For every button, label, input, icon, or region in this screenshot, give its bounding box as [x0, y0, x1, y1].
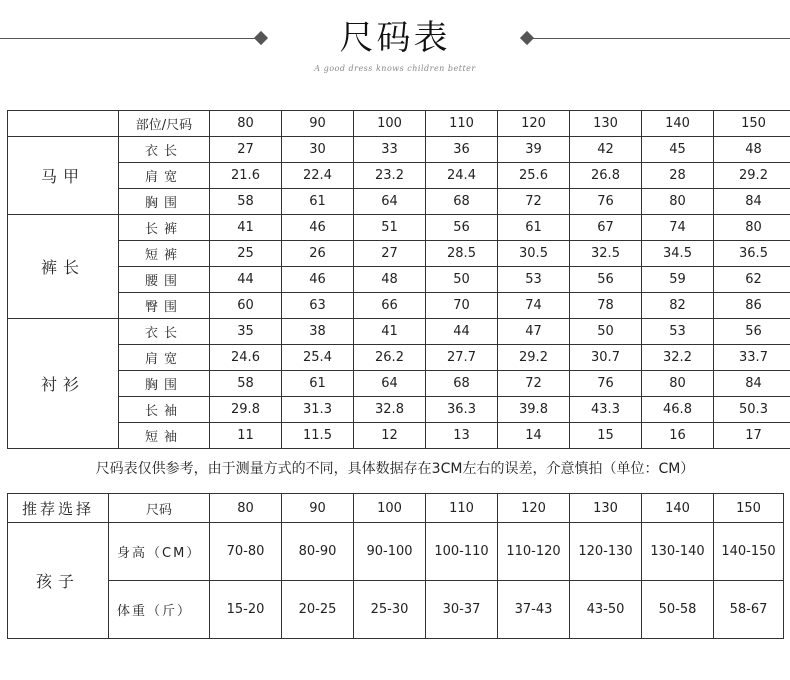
measurement-cell: 28.5 [426, 241, 498, 267]
measurement-cell: 68 [426, 371, 498, 397]
range-cell: 120-130 [570, 523, 642, 581]
part-label: 短裤 [119, 241, 210, 267]
size-header-cell: 80 [210, 111, 282, 137]
measurement-cell: 39 [498, 137, 570, 163]
table-row [8, 267, 790, 293]
range-cell: 43-50 [570, 581, 642, 639]
measurement-cell: 61 [282, 371, 354, 397]
corner-label: 部位/尺码 [119, 111, 210, 137]
measurement-cell: 25 [210, 241, 282, 267]
group-label: 衬衫 [8, 319, 119, 449]
measurement-cell: 47 [498, 319, 570, 345]
measurement-cell: 61 [282, 189, 354, 215]
size-header-cell: 80 [210, 494, 282, 523]
size-header-cell: 100 [354, 494, 426, 523]
measurement-cell: 26 [282, 241, 354, 267]
table-row [8, 581, 784, 639]
part-label: 胸围 [119, 189, 210, 215]
measurement-cell: 58 [210, 189, 282, 215]
range-cell: 110-120 [498, 523, 570, 581]
measurement-cell: 63 [282, 293, 354, 319]
measurement-cell: 80 [642, 189, 714, 215]
table-row [8, 189, 790, 215]
page-title: 尺码表 [339, 18, 451, 58]
measurement-cell: 12 [354, 423, 426, 449]
part-label: 长袖 [119, 397, 210, 423]
measurement-cell: 70 [426, 293, 498, 319]
table-row [8, 293, 790, 319]
table-row [8, 423, 790, 449]
range-cell: 37-43 [498, 581, 570, 639]
part-label: 衣长 [119, 319, 210, 345]
size-header-cell: 150 [714, 111, 790, 137]
measurement-cell: 26.8 [570, 163, 642, 189]
measurement-cell: 13 [426, 423, 498, 449]
measurement-cell: 53 [642, 319, 714, 345]
measurement-cell: 25.4 [282, 345, 354, 371]
measurement-cell: 50 [570, 319, 642, 345]
measurement-cell: 29.2 [498, 345, 570, 371]
measurement-cell: 30.5 [498, 241, 570, 267]
measurement-cell: 44 [210, 267, 282, 293]
measurement-cell: 44 [426, 319, 498, 345]
range-cell: 20-25 [282, 581, 354, 639]
measurement-cell: 32.2 [642, 345, 714, 371]
size-label: 尺码 [109, 494, 210, 523]
range-cell: 70-80 [210, 523, 282, 581]
measurement-cell: 41 [210, 215, 282, 241]
measurement-cell: 25.6 [498, 163, 570, 189]
measurement-cell: 86 [714, 293, 790, 319]
measurement-cell: 84 [714, 189, 790, 215]
measurement-cell: 41 [354, 319, 426, 345]
page-header [0, 0, 790, 100]
size-header-cell: 100 [354, 111, 426, 137]
measurement-cell: 34.5 [642, 241, 714, 267]
size-header-row [8, 111, 790, 137]
range-cell: 50-58 [642, 581, 714, 639]
measurement-cell: 66 [354, 293, 426, 319]
table-row [8, 163, 790, 189]
measurement-cell: 33.7 [714, 345, 790, 371]
size-header-cell: 90 [282, 494, 354, 523]
size-header-cell: 130 [570, 494, 642, 523]
measurement-cell: 24.4 [426, 163, 498, 189]
measurement-cell: 82 [642, 293, 714, 319]
measurement-cell: 68 [426, 189, 498, 215]
measurement-cell: 24.6 [210, 345, 282, 371]
measurement-cell: 64 [354, 371, 426, 397]
range-cell: 80-90 [282, 523, 354, 581]
measurement-cell: 60 [210, 293, 282, 319]
size-header-cell: 120 [498, 494, 570, 523]
table-row [8, 397, 790, 423]
measurement-cell: 14 [498, 423, 570, 449]
measurement-cell: 59 [642, 267, 714, 293]
blank-corner-cell [8, 111, 119, 137]
measurement-cell: 58 [210, 371, 282, 397]
measurement-cell: 45 [642, 137, 714, 163]
table-row [8, 319, 790, 345]
recommend-header-label: 推荐选择 [8, 494, 109, 523]
group-label: 马甲 [8, 137, 119, 215]
measurement-cell: 36 [426, 137, 498, 163]
part-label: 衣长 [119, 137, 210, 163]
page-subtitle: A good dress knows children better [314, 64, 476, 73]
header-line-left [0, 38, 255, 39]
range-cell: 90-100 [354, 523, 426, 581]
measurement-cell: 11 [210, 423, 282, 449]
measurement-cell: 56 [714, 319, 790, 345]
diamond-ornament-left-icon [254, 31, 268, 45]
measurement-cell: 33 [354, 137, 426, 163]
part-label: 短袖 [119, 423, 210, 449]
measurement-cell: 36.5 [714, 241, 790, 267]
measurement-cell: 53 [498, 267, 570, 293]
measurement-cell: 84 [714, 371, 790, 397]
table-row [8, 345, 790, 371]
measurement-cell: 76 [570, 189, 642, 215]
measurement-cell: 15 [570, 423, 642, 449]
measurement-cell: 29.8 [210, 397, 282, 423]
range-cell: 100-110 [426, 523, 498, 581]
measurement-cell: 64 [354, 189, 426, 215]
measurement-cell: 21.6 [210, 163, 282, 189]
disclaimer-note: 尺码表仅供参考，由于测量方式的不同，具体数据存在3CM左右的误差，介意慎拍（单位：CM） [95, 461, 695, 477]
metric-label: 身高（CM） [109, 523, 210, 581]
measurement-cell: 23.2 [354, 163, 426, 189]
table-row [8, 215, 790, 241]
table-row [8, 241, 790, 267]
measurement-cell: 56 [426, 215, 498, 241]
recommendation-table [7, 493, 784, 639]
range-cell: 140-150 [714, 523, 784, 581]
metric-label: 体重（斤） [109, 581, 210, 639]
measurement-cell: 35 [210, 319, 282, 345]
measurement-cell: 80 [642, 371, 714, 397]
measurement-cell: 43.3 [570, 397, 642, 423]
size-header-cell: 140 [642, 111, 714, 137]
measurement-cell: 32.8 [354, 397, 426, 423]
range-cell: 58-67 [714, 581, 784, 639]
measurement-cell: 51 [354, 215, 426, 241]
part-label: 臀围 [119, 293, 210, 319]
measurement-cell: 42 [570, 137, 642, 163]
measurement-cell: 30 [282, 137, 354, 163]
measurement-cell: 80 [714, 215, 790, 241]
measurement-cell: 27 [354, 241, 426, 267]
measurement-cell: 38 [282, 319, 354, 345]
measurement-cell: 78 [570, 293, 642, 319]
measurement-cell: 74 [642, 215, 714, 241]
size-header-cell: 130 [570, 111, 642, 137]
measurement-cell: 27 [210, 137, 282, 163]
range-cell: 15-20 [210, 581, 282, 639]
measurement-cell: 50 [426, 267, 498, 293]
measurement-cell: 26.2 [354, 345, 426, 371]
measurement-cell: 72 [498, 189, 570, 215]
part-label: 长裤 [119, 215, 210, 241]
size-header-cell: 110 [426, 494, 498, 523]
part-label: 肩宽 [119, 345, 210, 371]
size-header-cell: 140 [642, 494, 714, 523]
table-row [8, 371, 790, 397]
range-cell: 30-37 [426, 581, 498, 639]
measurement-cell: 46.8 [642, 397, 714, 423]
measurement-cell: 76 [570, 371, 642, 397]
measurement-cell: 17 [714, 423, 790, 449]
header-line-right [532, 38, 790, 39]
measurement-cell: 72 [498, 371, 570, 397]
size-header-cell: 90 [282, 111, 354, 137]
measurement-cell: 62 [714, 267, 790, 293]
size-header-cell: 120 [498, 111, 570, 137]
table-row [8, 523, 784, 581]
part-label: 胸围 [119, 371, 210, 397]
measurement-cell: 28 [642, 163, 714, 189]
measurement-cell: 36.3 [426, 397, 498, 423]
measurement-cell: 46 [282, 215, 354, 241]
part-label: 腰围 [119, 267, 210, 293]
recommend-header-row [8, 494, 784, 523]
measurement-cell: 46 [282, 267, 354, 293]
size-header-cell: 110 [426, 111, 498, 137]
range-cell: 130-140 [642, 523, 714, 581]
group-label: 孩子 [8, 523, 109, 639]
measurement-cell: 39.8 [498, 397, 570, 423]
measurement-cell: 74 [498, 293, 570, 319]
measurement-cell: 27.7 [426, 345, 498, 371]
measurement-cell: 30.7 [570, 345, 642, 371]
size-chart-table [7, 110, 790, 449]
measurement-cell: 56 [570, 267, 642, 293]
measurement-cell: 50.3 [714, 397, 790, 423]
group-label: 裤长 [8, 215, 119, 319]
part-label: 肩宽 [119, 163, 210, 189]
range-cell: 25-30 [354, 581, 426, 639]
measurement-cell: 48 [354, 267, 426, 293]
measurement-cell: 67 [570, 215, 642, 241]
measurement-cell: 32.5 [570, 241, 642, 267]
measurement-cell: 48 [714, 137, 790, 163]
size-header-cell: 150 [714, 494, 784, 523]
measurement-cell: 31.3 [282, 397, 354, 423]
measurement-cell: 16 [642, 423, 714, 449]
measurement-cell: 29.2 [714, 163, 790, 189]
measurement-cell: 61 [498, 215, 570, 241]
measurement-cell: 11.5 [282, 423, 354, 449]
table-row [8, 137, 790, 163]
measurement-cell: 22.4 [282, 163, 354, 189]
